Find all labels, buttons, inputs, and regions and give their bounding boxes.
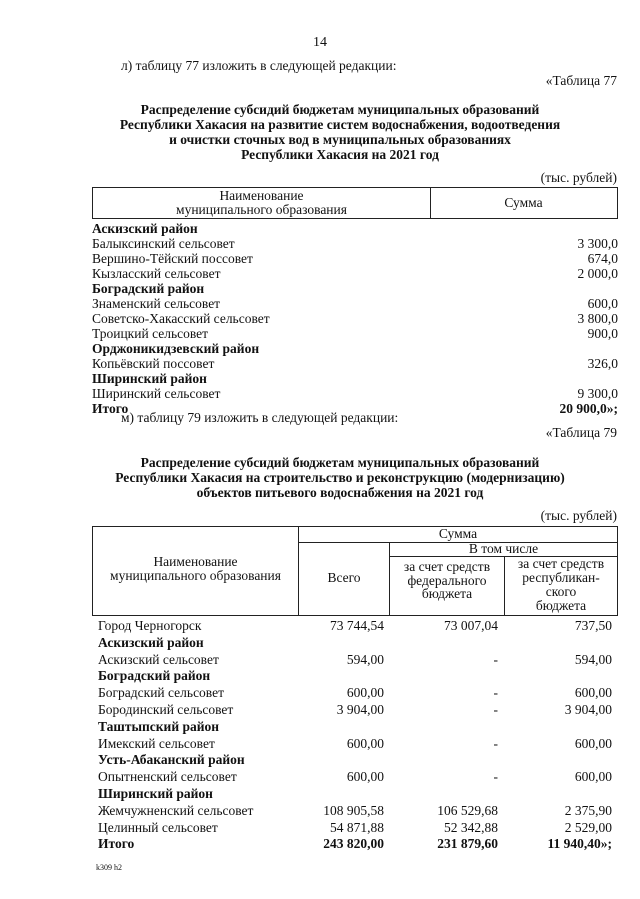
- table-row: [98, 803, 614, 820]
- table-row: [92, 296, 618, 311]
- section-m-intro: м) таблицу 79 изложить в следующей редакции:: [121, 410, 399, 425]
- row-federal: -: [493, 735, 498, 751]
- row-republic: 737,50: [574, 618, 612, 633]
- row-federal: -: [493, 701, 498, 717]
- table-row: [98, 736, 614, 753]
- row-total: 600,00: [346, 735, 384, 751]
- row-value: 3 300,0: [577, 236, 618, 251]
- row-name: Троицкий сельсовет: [92, 326, 209, 341]
- row-total: 108 905,58: [323, 802, 384, 818]
- title-line: Распределение субсидий бюджетам муниципальных образований: [140, 455, 540, 470]
- row-name: Опытненский сельсовет: [98, 769, 237, 785]
- row-total: 600,00: [346, 769, 384, 785]
- row-name: Ширинский район: [92, 371, 207, 386]
- row-value: 3 800,0: [577, 311, 618, 326]
- section-l-title: [60, 102, 620, 162]
- title-line: Республики Хакасия на строительство и реконструкцию (модернизацию): [115, 470, 565, 485]
- header-including-cell: В том числе: [468, 541, 539, 556]
- table-row: [98, 685, 614, 702]
- district-row: [92, 281, 618, 296]
- row-federal: -: [493, 651, 498, 667]
- row-value: 674,0: [587, 251, 618, 266]
- district-row: [98, 635, 614, 652]
- header-republic-line: за счет средств: [517, 556, 605, 571]
- district-row: [98, 668, 614, 685]
- district-row: [92, 341, 618, 356]
- district-row: [98, 719, 614, 736]
- table-row: [98, 820, 614, 837]
- table-row: [98, 652, 614, 669]
- title-line: объектов питьевого водоснабжения на 2021 год: [196, 485, 484, 500]
- header-name-line: Наименование: [219, 188, 304, 203]
- title-line: Республики Хакасия на 2021 год: [241, 147, 439, 162]
- row-name: Знаменский сельсовет: [92, 296, 221, 311]
- header-name-line: муниципального образования: [176, 202, 347, 217]
- table-row: [92, 251, 618, 266]
- row-total: 73 744,54: [330, 618, 384, 633]
- row-total: 600,00: [346, 685, 384, 701]
- footer-code: k309 h2: [96, 863, 122, 872]
- header-sum-cell: Сумма: [438, 526, 478, 541]
- row-name: Аскизский район: [98, 634, 204, 650]
- row-name: Аскизский район: [92, 221, 198, 236]
- title-line: Республики Хакасия на развитие систем водоснабжения, водоотведения: [119, 117, 561, 132]
- row-name: Кызласский сельсовет: [92, 266, 221, 281]
- table-row: [92, 311, 618, 326]
- row-republic: 2 375,90: [564, 802, 612, 818]
- row-federal: -: [493, 769, 498, 785]
- row-federal: 231 879,60: [437, 836, 498, 852]
- row-total: 54 871,88: [330, 819, 384, 835]
- row-federal: 73 007,04: [444, 618, 498, 633]
- row-name: Бородинский сельсовет: [98, 701, 234, 717]
- row-name: Вершино-Тёйский поссовет: [92, 251, 253, 266]
- row-value: 326,0: [587, 356, 618, 371]
- section-m-table-body: [98, 618, 614, 853]
- row-republic: 11 940,40»;: [547, 836, 612, 852]
- row-value: 9 300,0: [577, 386, 618, 401]
- row-federal: -: [493, 685, 498, 701]
- header-name-cell: [93, 555, 298, 583]
- table-row: [92, 266, 618, 281]
- section-l-units: (тыс. рублей): [540, 170, 617, 185]
- section-l-table-body: [92, 221, 618, 416]
- header-federal-cell: [390, 560, 504, 601]
- row-name: Советско-Хакасский сельсовет: [92, 311, 270, 326]
- district-row: [98, 752, 614, 769]
- district-row: [98, 786, 614, 803]
- row-republic: 600,00: [574, 735, 612, 751]
- row-name: Итого: [92, 401, 129, 416]
- row-republic: 600,00: [574, 685, 612, 701]
- title-line: Распределение субсидий бюджетам муниципальных образований: [140, 102, 540, 117]
- section-m-table-ref: «Таблица 79: [545, 425, 617, 440]
- table-row: [92, 356, 618, 371]
- section-m-table-header: [92, 526, 618, 616]
- header-name-cell: [93, 188, 431, 219]
- row-name: Город Черногорск: [98, 618, 202, 633]
- total-row: [98, 836, 614, 853]
- row-value: 900,0: [587, 326, 618, 341]
- table-row: [98, 769, 614, 786]
- row-value: 600,0: [587, 296, 618, 311]
- section-m-title: [60, 455, 620, 500]
- row-republic: 2 529,00: [564, 819, 612, 835]
- row-name: Итого: [98, 836, 135, 852]
- row-name: Копьёвский поссовет: [92, 356, 215, 371]
- row-federal: 106 529,68: [437, 802, 498, 818]
- header-name-line: Наименование: [153, 554, 238, 569]
- header-republic-line: республикан-: [522, 570, 600, 585]
- header-republic-line: ского: [545, 584, 577, 599]
- row-name: Усть-Абаканский район: [98, 752, 245, 768]
- row-name: Боградский район: [98, 668, 211, 684]
- row-name: Балыксинский сельсовет: [92, 236, 235, 251]
- row-name: Ширинский район: [98, 785, 213, 801]
- table-row: [92, 236, 618, 251]
- title-line: и очистки сточных вод в муниципальных образованиях: [169, 132, 511, 147]
- section-m-units: (тыс. рублей): [540, 508, 617, 523]
- section-l-intro: л) таблицу 77 изложить в следующей редакции:: [121, 58, 397, 73]
- header-name-line: муниципального образования: [110, 568, 281, 583]
- table-row: [98, 618, 614, 635]
- row-name: Орджоникидзевский район: [92, 341, 260, 356]
- row-name: Аскизский сельсовет: [98, 651, 219, 667]
- table-row: [98, 702, 614, 719]
- row-total: 3 904,00: [336, 701, 384, 717]
- row-name: Жемчужненский сельсовет: [98, 802, 254, 818]
- header-republic-cell: [505, 557, 617, 613]
- row-name: Боградский сельсовет: [98, 685, 224, 701]
- row-value: 2 000,0: [577, 266, 618, 281]
- header-federal-line: бюджета: [421, 586, 473, 601]
- row-republic: 3 904,00: [564, 701, 612, 717]
- table-row: [92, 326, 618, 341]
- page-number: 14: [313, 35, 327, 50]
- section-l-table-header: [92, 187, 618, 219]
- header-federal-line: федерального: [407, 572, 487, 588]
- district-row: [92, 221, 618, 236]
- row-name: Ширинский сельсовет: [92, 386, 221, 401]
- row-name: Таштыпский район: [98, 718, 220, 734]
- row-federal: 52 342,88: [444, 819, 498, 835]
- district-row: [92, 371, 618, 386]
- row-total: 594,00: [346, 651, 384, 667]
- row-name: Имекский сельсовет: [98, 735, 215, 751]
- header-federal-line: за счет средств: [403, 559, 491, 574]
- row-name: Целинный сельсовет: [98, 819, 218, 835]
- header-republic-line: бюджета: [535, 598, 587, 613]
- table-row: [92, 386, 618, 401]
- row-name: Боградский район: [92, 281, 205, 296]
- row-republic: 600,00: [574, 769, 612, 785]
- header-total-cell: Всего: [327, 570, 361, 585]
- row-total: 243 820,00: [323, 836, 384, 852]
- header-sum-cell: Сумма: [504, 195, 543, 210]
- row-value: 20 900,0»;: [559, 401, 618, 416]
- row-republic: 594,00: [574, 651, 612, 667]
- section-l-table-ref: «Таблица 77: [545, 73, 617, 88]
